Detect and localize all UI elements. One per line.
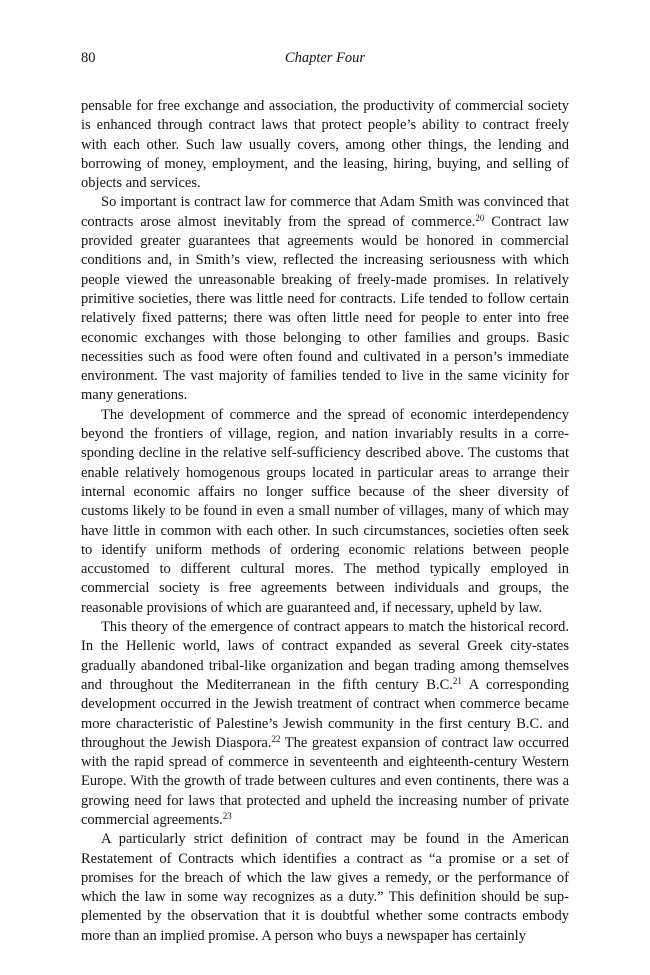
page-number: 80 <box>81 50 96 66</box>
paragraph <box>81 193 569 405</box>
paragraph <box>81 830 569 946</box>
paragraph-text: Contract law provided greater guarantees that agreements would be honored in commercial conditions and, in Smith’s view, reflected the increasing seriousness with which people viewed the unreasonable breaking of freely-made promises. In relatively primitive societies, there was little need for contracts. Life tended to follow certain relatively fixed patterns; there was often little need for people to enter into free economic exchanges with those belonging to other families and groups. Basic necessities such as food were often found and cultivated in a person’s immediate environment. The vast majority of families tended to live in the same vicinity for many generations. <box>81 213 569 404</box>
footnote-marker: 22 <box>271 733 281 744</box>
paragraph-text: So important is contract law for commerce that Adam Smith was convinced that contracts arose almost inevitably from the spread of commerce. <box>81 194 569 230</box>
footnote-marker: 21 <box>452 675 462 686</box>
paragraph-text: This theory of the emergence of contract appears to match the historical record. In the Hellenic world, laws of contract expanded as several Greek city-states gradually abandoned tribal-like organization and began trading among themselves and throughout the Mediterranean in the fifth century B.C. <box>81 619 569 693</box>
paragraph-text: The development of commerce and the spread of economic interdependency beyond the frontiers of village, region, and nation invariably results in a corresponding decline in the relative self-sufficiency described above. The customs that enable relatively homogenous groups located in particular areas to arrange their internal economic affairs no longer suffice because of the sheer diversity of customs likely to be found in even a small number of villages, many of which may have little in common with each other. In such circumstances, societies often seek to identify uniform methods of ordering economic relations between people accustomed to different cultural mores. The method typically employed in commercial society is free agreements between individuals and groups, the reasonable provisions of which are guaranteed and, if necessary, upheld by law. <box>81 406 569 616</box>
body-text <box>81 97 569 946</box>
paragraph-text: pensable for free exchange and association, the productivity of commercial society is enhanced through contract laws that protect people’s ability to contract freely with each other. Such law usually covers, among other things, the lending and borrowing of money, employment, and the leasing, hiring, buying, and selling of objects and services. <box>81 98 569 192</box>
paragraph <box>81 618 569 830</box>
paragraph-text: The greatest expansion of contract law occurred with the rapid spread of commerce in seventeenth and eighteenth-century Western Europe. With the growth of trade between cultures and even continents, there was a growing need for laws that protected and upheld the increasing number of private commercial agreements. <box>81 734 569 828</box>
page-header <box>0 50 650 76</box>
footnote-marker: 23 <box>222 810 232 821</box>
footnote-marker: 20 <box>475 212 485 223</box>
paragraph <box>81 97 569 193</box>
paragraph-text: A corresponding development occurred in the Jewish treatment of contract when commerce became more characteristic of Palestine’s Jewish community in the first century B.C. and throughout the Jewish Diaspora. <box>81 676 569 751</box>
running-head-chapter-title: Chapter Four <box>284 50 366 66</box>
paragraph <box>81 406 569 618</box>
paragraph-text: A particularly strict definition of contract may be found in the American Restatement of Contracts which identifies a contract as “a promise or a set of promises for the breach of which the law gives a remedy, or the performance of which the law in some way recognizes as a duty.” This definition should be supplemented by the observation that it is doubtful whether some contracts embody more than an implied promise. A person who buys a newspaper has certainly <box>81 831 569 944</box>
